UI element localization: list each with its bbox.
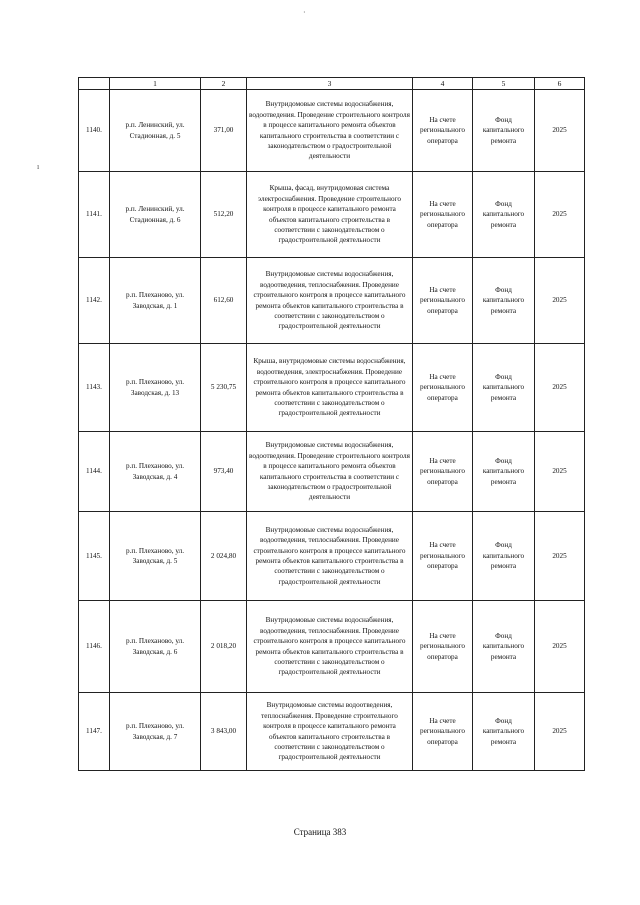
area-cell: 3 843,00 — [201, 693, 247, 771]
area-cell: 612,60 — [201, 258, 247, 344]
table-row — [79, 172, 585, 258]
scan-speck-dot: · — [303, 8, 306, 17]
area-cell: 371,00 — [201, 90, 247, 172]
header-cell-1: 1 — [110, 78, 201, 90]
address-cell: р.п. Плеханово, ул. Заводская, д. 4 — [110, 432, 201, 512]
account-method-cell: На счете регионального оператора — [413, 432, 473, 512]
row-number: 1144. — [79, 432, 110, 512]
address-cell: р.п. Ленинский, ул. Стадионная, д. 6 — [110, 172, 201, 258]
year-cell: 2025 — [535, 344, 585, 432]
funding-source-cell: Фонд капитального ремонта — [473, 601, 535, 693]
capital-repair-table — [78, 77, 585, 771]
table-row — [79, 90, 585, 172]
works-cell: Крыша, внутридомовые системы водоснабжения, водоотведения, электроснабжения. Проведение строительного контроля в процессе капитального ремонта объектов капитального строительства в соответствии с законодательством о градостроительной деятельности — [247, 344, 413, 432]
table-row — [79, 601, 585, 693]
year-cell: 2025 — [535, 258, 585, 344]
header-cell-blank — [79, 78, 110, 90]
area-cell: 2 018,20 — [201, 601, 247, 693]
year-cell: 2025 — [535, 601, 585, 693]
row-number: 1146. — [79, 601, 110, 693]
account-method-cell: На счете регионального оператора — [413, 258, 473, 344]
funding-source-cell: Фонд капитального ремонта — [473, 432, 535, 512]
table-row — [79, 344, 585, 432]
header-cell-6: 6 — [535, 78, 585, 90]
header-cell-3: 3 — [247, 78, 413, 90]
page-number: Страница 383 — [293, 827, 347, 837]
row-number: 1141. — [79, 172, 110, 258]
account-method-cell: На счете регионального оператора — [413, 693, 473, 771]
scan-speck-mark: ı — [37, 162, 40, 171]
table-row — [79, 258, 585, 344]
funding-source-cell: Фонд капитального ремонта — [473, 258, 535, 344]
header-cell-4: 4 — [413, 78, 473, 90]
address-cell: р.п. Плеханово, ул. Заводская, д. 6 — [110, 601, 201, 693]
year-cell: 2025 — [535, 90, 585, 172]
works-cell: Крыша, фасад, внутридомовая система электроснабжения. Проведение строительного контроля в процессе капитального ремонта объектов капитального строительства в соответствии с законодательством о градостроительной деятельности — [247, 172, 413, 258]
account-method-cell: На счете регионального оператора — [413, 512, 473, 601]
area-cell: 512,20 — [201, 172, 247, 258]
year-cell: 2025 — [535, 172, 585, 258]
funding-source-cell: Фонд капитального ремонта — [473, 90, 535, 172]
address-cell: р.п. Плеханово, ул. Заводская, д. 13 — [110, 344, 201, 432]
table-row — [79, 432, 585, 512]
area-cell: 2 024,80 — [201, 512, 247, 601]
header-cell-5: 5 — [473, 78, 535, 90]
works-cell: Внутридомовые системы водоснабжения, водоотведения, теплоснабжения. Проведение строительного контроля в процессе капитального ремонта объектов капитального строительства в соответствии с законодательством о градостроительной деятельности — [247, 601, 413, 693]
row-number: 1140. — [79, 90, 110, 172]
works-cell: Внутридомовые системы водоснабжения, водоотведения. Проведение строительного контроля в процессе капитального ремонта объектов капитального строительства в соответствии с законодательством о градостроительной деятельности — [247, 90, 413, 172]
address-cell: р.п. Плеханово, ул. Заводская, д. 1 — [110, 258, 201, 344]
funding-source-cell: Фонд капитального ремонта — [473, 512, 535, 601]
account-method-cell: На счете регионального оператора — [413, 601, 473, 693]
funding-source-cell: Фонд капитального ремонта — [473, 172, 535, 258]
table-row — [79, 693, 585, 771]
address-cell: р.п. Плеханово, ул. Заводская, д. 5 — [110, 512, 201, 601]
year-cell: 2025 — [535, 693, 585, 771]
row-number: 1147. — [79, 693, 110, 771]
address-cell: р.п. Ленинский, ул. Стадионная, д. 5 — [110, 90, 201, 172]
address-cell: р.п. Плеханово, ул. Заводская, д. 7 — [110, 693, 201, 771]
header-cell-2: 2 — [201, 78, 247, 90]
header-row — [79, 78, 585, 90]
account-method-cell: На счете регионального оператора — [413, 90, 473, 172]
area-cell: 5 230,75 — [201, 344, 247, 432]
table-row — [79, 512, 585, 601]
works-cell: Внутридомовые системы водоотведения, теплоснабжения. Проведение строительного контроля в процессе капитального ремонта объектов капитального строительства в соответствии с законодательством о градостроительной деятельности — [247, 693, 413, 771]
year-cell: 2025 — [535, 512, 585, 601]
row-number: 1142. — [79, 258, 110, 344]
funding-source-cell: Фонд капитального ремонта — [473, 344, 535, 432]
account-method-cell: На счете регионального оператора — [413, 172, 473, 258]
works-cell: Внутридомовые системы водоснабжения, водоотведения, теплоснабжения. Проведение строительного контроля в процессе капитального ремонта объектов капитального строительства в соответствии с законодательством о градостроительной деятельности — [247, 512, 413, 601]
row-number: 1145. — [79, 512, 110, 601]
account-method-cell: На счете регионального оператора — [413, 344, 473, 432]
area-cell: 973,40 — [201, 432, 247, 512]
year-cell: 2025 — [535, 432, 585, 512]
works-cell: Внутридомовые системы водоснабжения, водоотведения, теплоснабжения. Проведение строительного контроля в процессе капитального ремонта объектов капитального строительства в соответствии с законодательством о градостроительной деятельности — [247, 258, 413, 344]
funding-source-cell: Фонд капитального ремонта — [473, 693, 535, 771]
works-cell: Внутридомовые системы водоснабжения, водоотведения. Проведение строительного контроля в процессе капитального ремонта объектов капитального строительства в соответствии с законодательством о градостроительной деятельности — [247, 432, 413, 512]
row-number: 1143. — [79, 344, 110, 432]
